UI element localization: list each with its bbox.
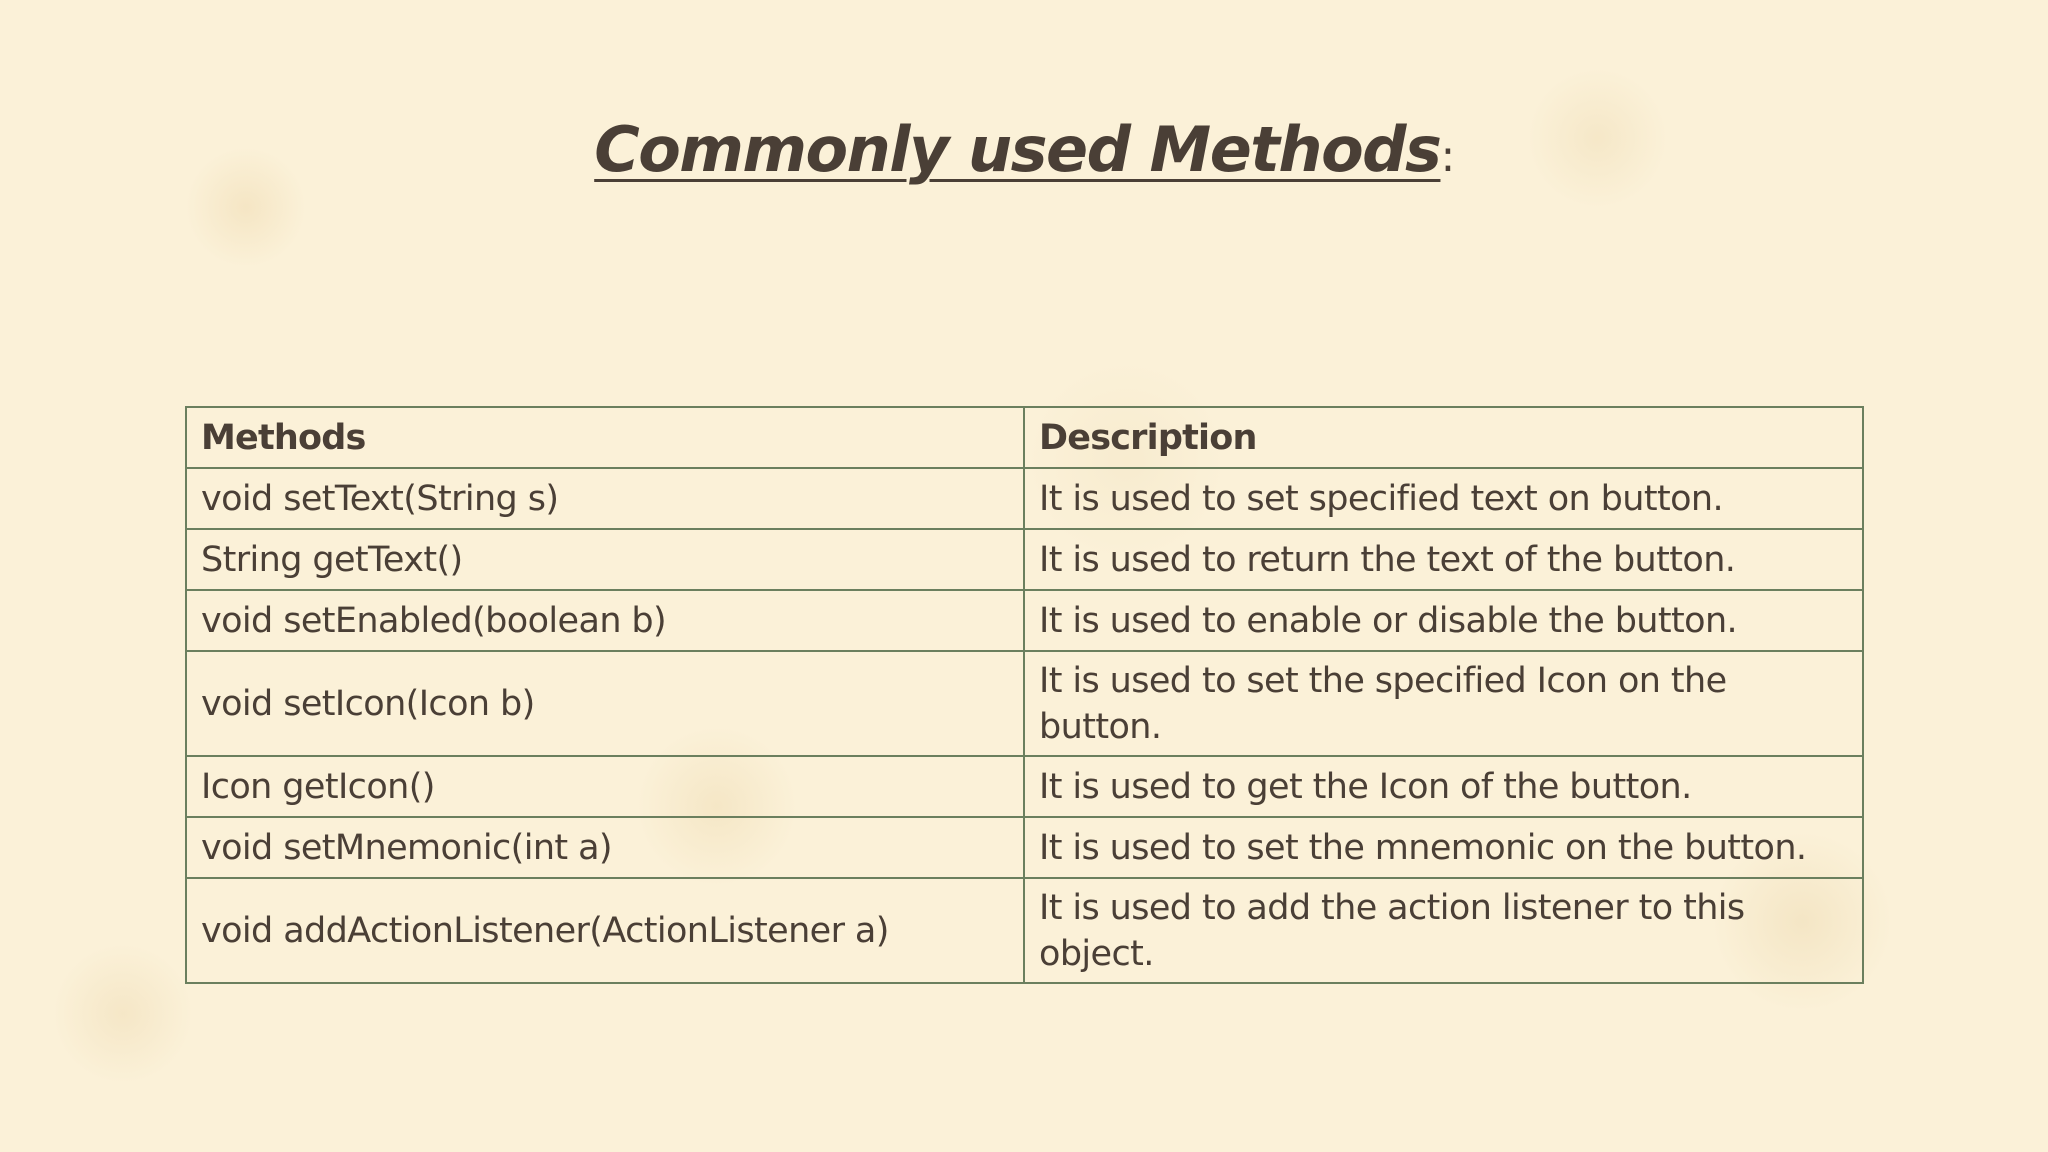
- table-row: [186, 756, 1863, 817]
- table-row: [186, 817, 1863, 878]
- table-row: [186, 878, 1863, 983]
- slide-title-text: Commonly used Methods: [594, 113, 1441, 186]
- method-cell: String getText(): [186, 529, 1024, 590]
- description-cell: It is used to return the text of the button.: [1024, 529, 1863, 590]
- title-container: [0, 108, 2048, 199]
- table-row: [186, 590, 1863, 651]
- methods-table: [185, 406, 1864, 984]
- slide-title: [594, 108, 1454, 199]
- header-description: Description: [1024, 407, 1863, 468]
- slide-title-colon: :: [1440, 131, 1454, 182]
- table-row: [186, 651, 1863, 756]
- description-cell: It is used to set specified text on button.: [1024, 468, 1863, 529]
- method-cell: void setIcon(Icon b): [186, 651, 1024, 756]
- description-cell: It is used to set the specified Icon on the button.: [1024, 651, 1863, 756]
- method-cell: void setEnabled(boolean b): [186, 590, 1024, 651]
- method-cell: Icon getIcon(): [186, 756, 1024, 817]
- description-cell: It is used to get the Icon of the button.: [1024, 756, 1863, 817]
- table-row: [186, 529, 1863, 590]
- table-row: [186, 468, 1863, 529]
- table-header-row: [186, 407, 1863, 468]
- description-cell: It is used to enable or disable the button.: [1024, 590, 1863, 651]
- method-cell: void setText(String s): [186, 468, 1024, 529]
- method-cell: void addActionListener(ActionListener a): [186, 878, 1024, 983]
- description-cell: It is used to set the mnemonic on the button.: [1024, 817, 1863, 878]
- header-methods: Methods: [186, 407, 1024, 468]
- description-cell: It is used to add the action listener to this object.: [1024, 878, 1863, 983]
- method-cell: void setMnemonic(int a): [186, 817, 1024, 878]
